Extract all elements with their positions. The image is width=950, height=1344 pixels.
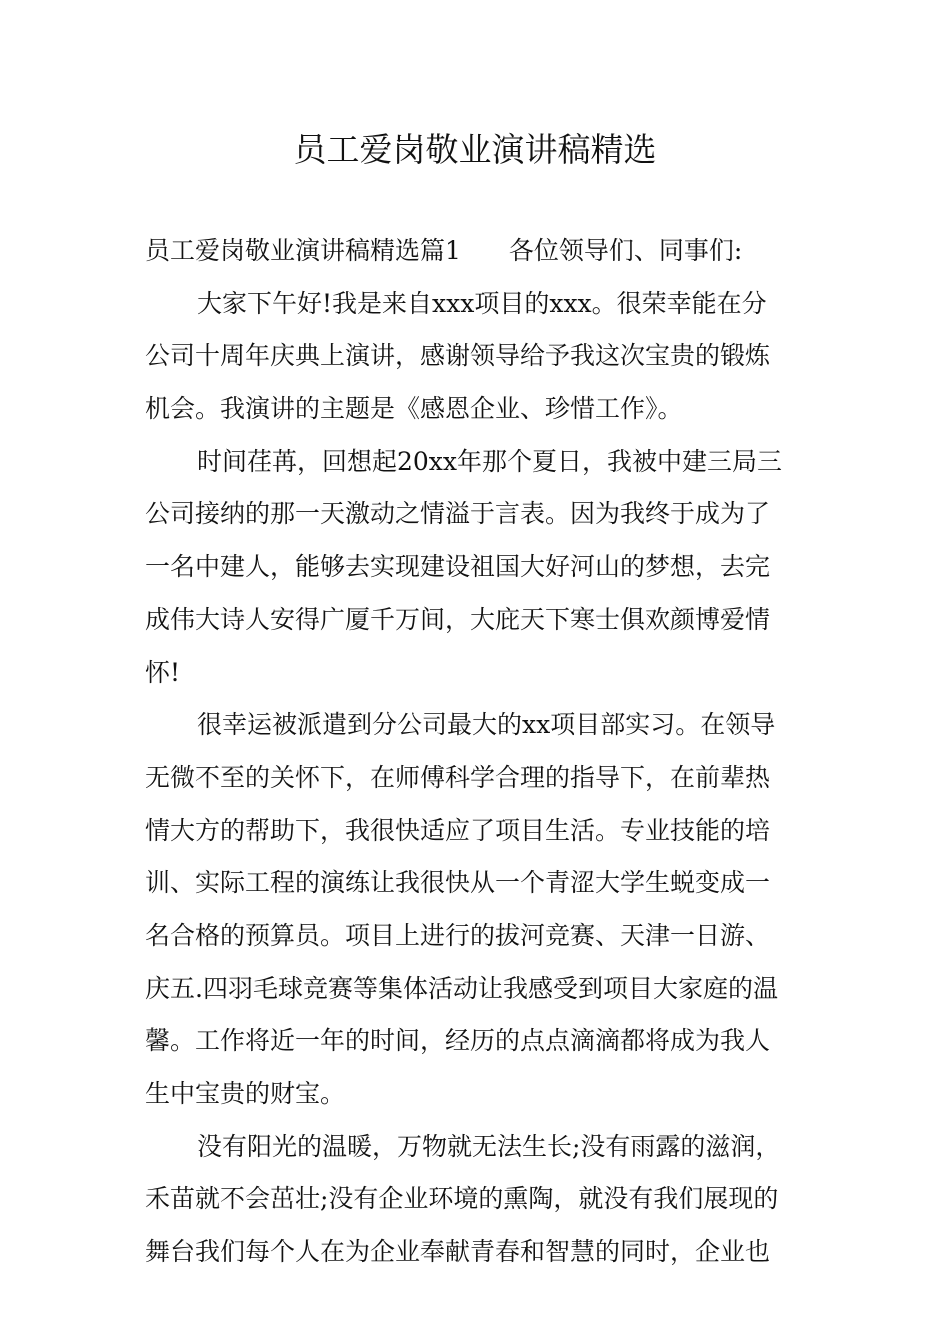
document-title: 员工爱岗敬业演讲稿精选: [293, 130, 657, 169]
paragraph-line: 公司十周年庆典上演讲，感谢领导给予我这次宝贵的锻炼: [145, 341, 771, 371]
paragraph-line: 名合格的预算员。项目上进行的拔河竞赛、天津一日游、: [145, 920, 771, 950]
paragraph-line: 时间荏苒，回想起20xx年那个夏日，我被中建三局三: [197, 446, 783, 476]
paragraph-line: 一名中建人，能够去实现建设祖国大好河山的梦想，去完: [145, 552, 771, 582]
paragraph-line: 怀!: [145, 657, 181, 687]
paragraph-line: 馨。工作将近一年的时间，经历的点点滴滴都将成为我人: [145, 1026, 771, 1056]
paragraph-line: 大家下午好!我是来自xxx项目的xxx。很荣幸能在分: [197, 288, 767, 318]
document-body: [145, 225, 810, 1279]
paragraph-line: 成伟大诗人安得广厦千万间，大庇天下寒士俱欢颜博爱情: [145, 604, 771, 634]
paragraph-line: 生中宝贵的财宝。: [145, 1079, 346, 1108]
paragraph-line: 没有阳光的温暖，万物就无法生长;没有雨露的滋润，: [197, 1131, 781, 1161]
section-heading: 员工爱岗敬业演讲稿精选篇1: [145, 236, 461, 265]
paragraph-line: 很幸运被派遣到分公司最大的xx项目部实习。在领导: [197, 710, 776, 740]
paragraph-line: 禾苗就不会茁壮;没有企业环境的熏陶，就没有我们展现的: [145, 1184, 779, 1214]
paragraph-line: 舞台我们每个人在为企业奉献青春和智慧的同时，企业也: [145, 1237, 771, 1267]
paragraph-line: 无微不至的关怀下，在师傅科学合理的指导下，在前辈热: [145, 762, 771, 792]
paragraph-line: 情大方的帮助下，我很快适应了项目生活。专业技能的培: [145, 815, 771, 845]
paragraph-line: 公司接纳的那一天激动之情溢于言表。因为我终于成为了: [145, 499, 771, 529]
intro-line: [145, 225, 810, 278]
paragraph-line: 训、实际工程的演练让我很快从一个青涩大学生蜕变成一: [145, 868, 771, 898]
salutation: 各位领导们、同事们:: [508, 236, 743, 265]
paragraph-line: 庆五.四羽毛球竞赛等集体活动让我感受到项目大家庭的温: [145, 973, 778, 1003]
paragraph-line: 机会。我演讲的主题是《感恩企业、珍惜工作》。: [145, 394, 683, 424]
